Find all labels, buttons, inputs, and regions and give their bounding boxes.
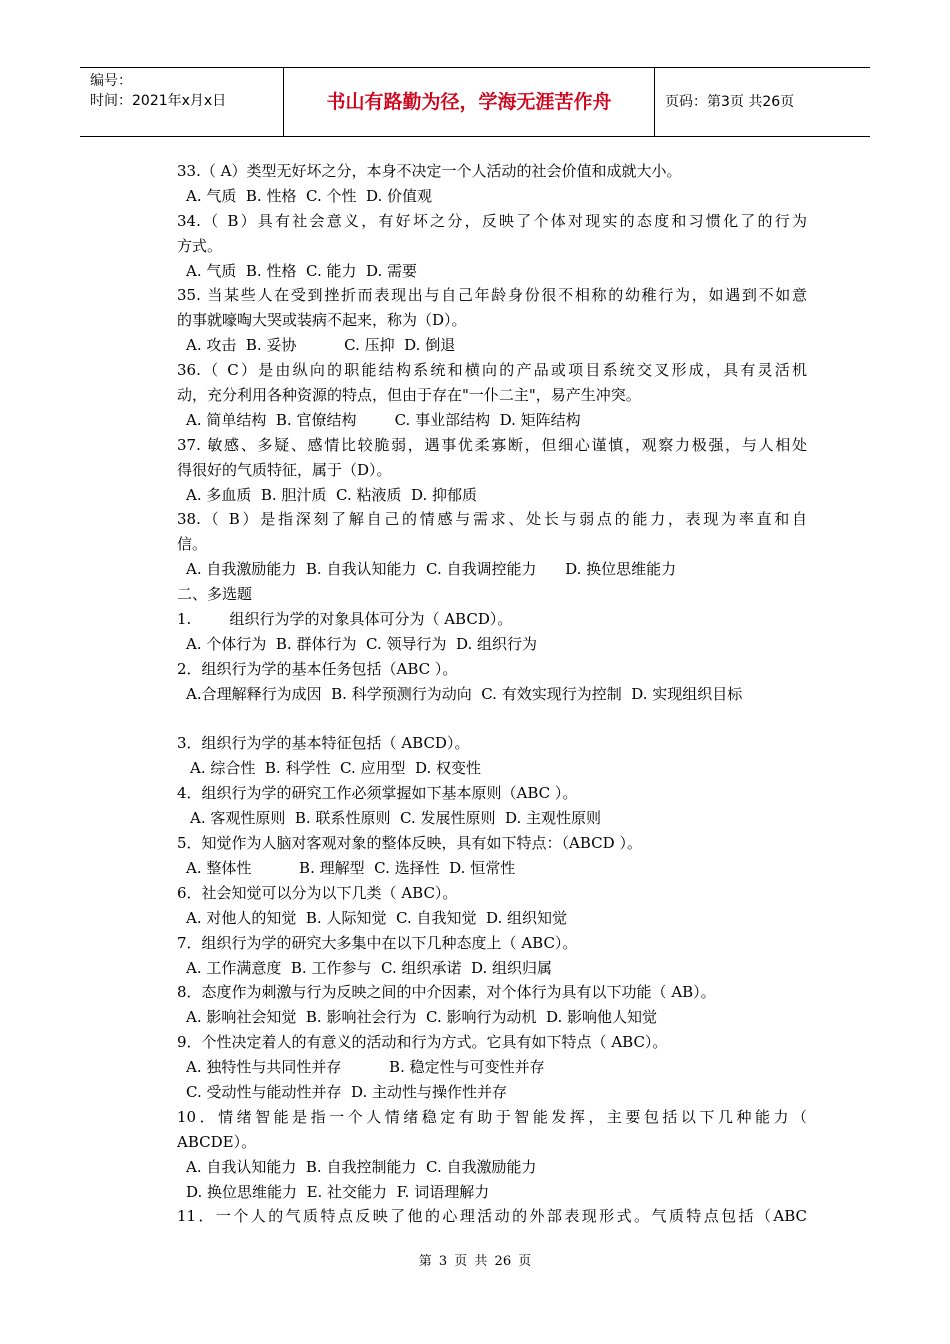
text-line: A. 气质 B. 性格 C. 个性 D. 价值观 [186,186,433,205]
text-line: 得很好的气质特征，属于（D）。 [177,460,392,479]
page-header [80,67,870,137]
text-line: A. 气质 B. 性格 C. 能力 D. 需要 [186,261,418,280]
text-line: A.合理解释行为成因 B. 科学预测行为动向 C. 有效实现行为控制 D. 实现组织目标 [186,684,743,703]
text-line: 37. 敏感、多疑、感情比较脆弱，遇事优柔寡断，但细心谨慎，观察力极强，与人相处 [177,435,807,454]
text-line: 35. 当某些人在受到挫折而表现出与自己年龄身份很不相称的幼稚行为，如遇到不如意 [177,286,807,305]
text-line: 11．一个人的气质特点反映了他的心理活动的外部表现形式。气质特点包括（ABC [177,1207,807,1226]
text-line: 信。 [177,535,208,554]
text-line: A. 工作满意度 B. 工作参与 C. 组织承诺 D. 组织归属 [186,958,553,977]
text-line: 6．社会知觉可以分为以下几类（ ABC）。 [177,883,458,902]
text-line: 9．个性决定着人的有意义的活动和行为方式。它具有如下特点（ ABC）。 [177,1033,668,1052]
text-line: A. 客观性原则 B. 联系性原则 C. 发展性原则 D. 主观性原则 [190,809,602,828]
header-page-info: 页码：第3页 共26页 [665,94,795,110]
text-line: A. 整体性 B. 理解型 C. 选择性 D. 恒常性 [186,858,516,877]
header-meta [80,68,283,136]
text-line: C. 受动性与能动性并存 D. 主动性与操作性并存 [186,1082,508,1101]
text-line: A. 对他人的知觉 B. 人际知觉 C. 自我知觉 D. 组织知觉 [186,908,568,927]
text-line: A. 简单结构 B. 官僚结构 C. 事业部结构 D. 矩阵结构 [186,410,581,429]
page-footer: 第 3 页 共 26 页 [418,1254,532,1269]
text-line: 5．知觉作为人脑对客观对象的整体反映，具有如下特点：（ABCD ）。 [177,834,642,853]
text-line: A. 多血质 B. 胆汁质 C. 粘液质 D. 抑郁质 [186,485,478,504]
text-line: 34.（ B）具有社会意义，有好坏之分，反映了个体对现实的态度和习惯化了的行为 [177,211,807,230]
text-line: 方式。 [177,236,223,255]
text-line: D. 换位思维能力 E. 社交能力 F. 词语理解力 [186,1182,490,1201]
text-line: A. 影响社会知觉 B. 影响社会行为 C. 影响行为动机 D. 影响他人知觉 [186,1008,658,1027]
text-line: A. 攻击 B. 妥协 C. 压抑 D. 倒退 [186,336,456,355]
text-line: 7．组织行为学的研究大多集中在以下几种态度上（ ABC）。 [177,933,578,952]
text-line: 36.（ C）是由纵向的职能结构系统和横向的产品或项目系统交叉形成，具有灵活机 [177,361,807,380]
text-line: A. 个体行为 B. 群体行为 C. 领导行为 D. 组织行为 [186,634,538,653]
text-line: ABCDE）。 [177,1132,257,1151]
text-line: A. 自我激励能力 B. 自我认知能力 C. 自我调控能力 D. 换位思维能力 [186,560,677,579]
text-line: 3．组织行为学的基本特征包括（ ABCD）。 [177,734,470,753]
text-line: A. 独特性与共同性并存 B. 稳定性与可变性并存 [186,1058,545,1077]
number-label: 编号： [90,73,132,89]
text-line: 10．情绪智能是指一个人情绪稳定有助于智能发挥，主要包括以下几种能力（ [177,1107,807,1126]
text-line: 二、多选题 [177,585,253,604]
text-line: 38.（ B）是指深刻了解自己的情感与需求、处长与弱点的能力，表现为率直和自 [177,510,807,529]
text-line: 动，充分利用各种资源的特点，但由于存在"一仆二主"，易产生冲突。 [177,386,641,405]
text-line: 8．态度作为刺激与行为反映之间的中介因素，对个体行为具有以下功能（ AB）。 [177,983,716,1002]
text-line: 33.（ A）类型无好坏之分，本身不决定一个人活动的社会价值和成就大小。 [177,162,682,180]
text-line: 的事就嚎啕大哭或装病不起来，称为（D）。 [177,311,467,330]
text-line: 2．组织行为学的基本任务包括（ABC ）。 [177,659,458,678]
header-motto: 书山有路勤为径，学海无涯苦作舟 [283,68,655,136]
blank-line [177,707,807,732]
text-line: A. 综合性 B. 科学性 C. 应用型 D. 权变性 [190,759,482,778]
text-line: 4．组织行为学的研究工作必须掌握如下基本原则（ABC ）。 [177,784,578,803]
date-label: 时间：2021年x月x日 [90,93,227,109]
text-line: 1. 组织行为学的对象具体可分为（ ABCD）。 [177,610,513,629]
document-body [177,159,807,1229]
text-line: A. 自我认知能力 B. 自我控制能力 C. 自我激励能力 [186,1157,537,1176]
